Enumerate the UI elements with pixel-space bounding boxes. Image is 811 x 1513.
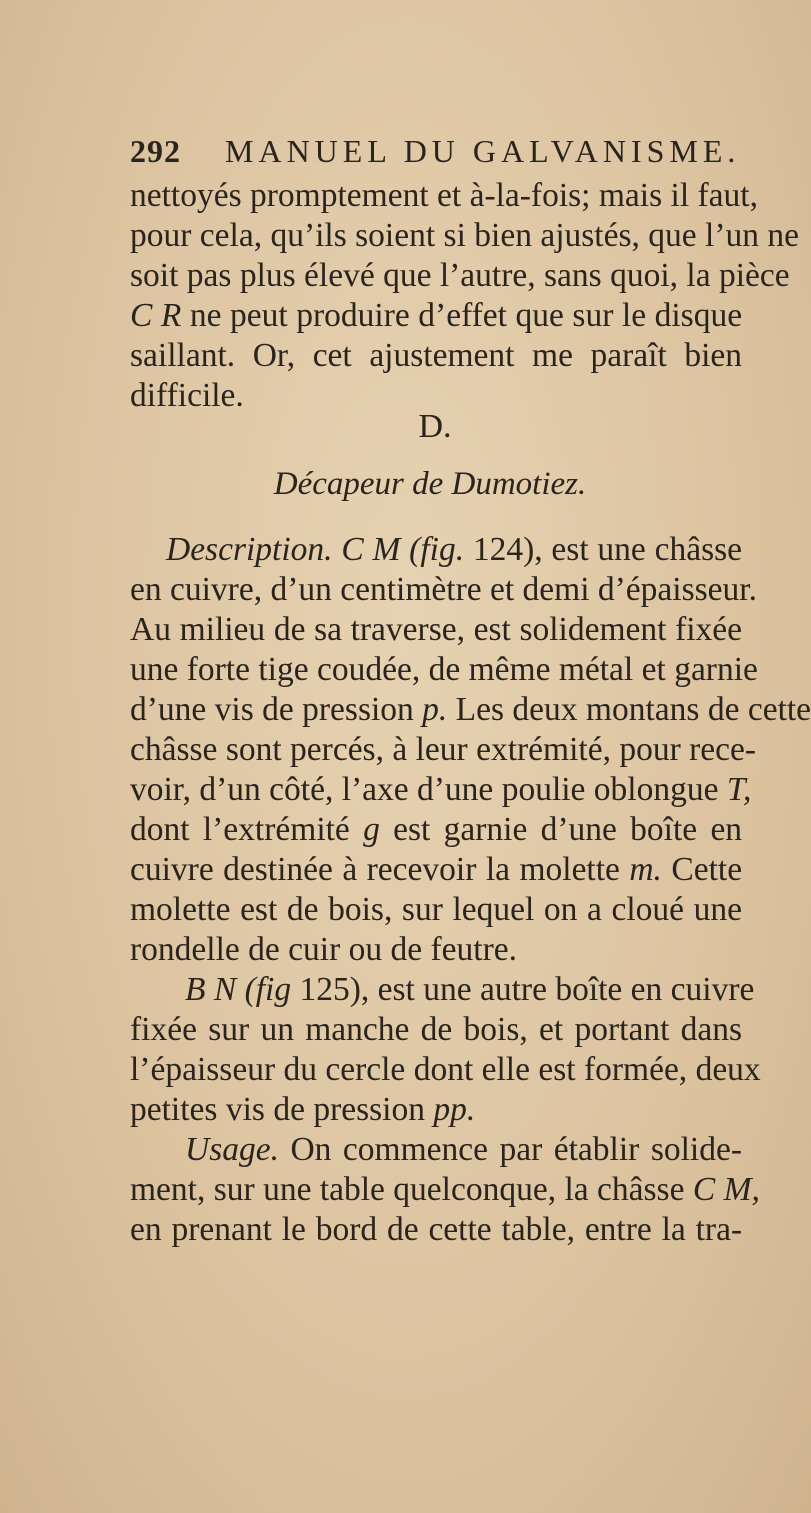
section-letter: D. (418, 408, 452, 445)
text-line: une forte tige coudée, de même métal et garnie (130, 651, 758, 688)
text-line: en cuivre, d’un centimètre et demi d’épaisseur. (130, 571, 757, 608)
text-line: fixée sur un manche de bois, et portant dans (130, 1011, 743, 1048)
text-line: l’épaisseur du cercle dont elle est formée, deux (130, 1051, 761, 1088)
running-header (130, 133, 740, 170)
text-line: pour cela, qu’ils soient si bien ajustés, que l’un ne (130, 217, 799, 254)
text-line: Usage. On commence par établir solide- (185, 1131, 742, 1168)
section-title: Décapeur de Dumotiez. (273, 466, 587, 502)
text-line: difficile. (130, 377, 244, 414)
text-line: soit pas plus élevé que l’autre, sans quoi, la pièce (130, 257, 790, 294)
text-line: ment, sur une table quelconque, la châsse C M, (130, 1171, 760, 1208)
text-line: saillant. Or, cet ajustement me paraît bien (130, 337, 743, 374)
text-line: dont l’extrémité g est garnie d’une boîte en (130, 811, 743, 848)
text-line: voir, d’un côté, l’axe d’une poulie oblongue T, (130, 771, 752, 808)
text-line: Description. C M (fig. 124), est une châsse (166, 531, 743, 568)
text-line: B N (fig 125), est une autre boîte en cuivre (185, 971, 755, 1008)
text-line: Au milieu de sa traverse, est solidement fixée (130, 611, 743, 648)
running-title: MANUEL DU GALVANISME. (225, 133, 741, 169)
text-line: en prenant le bord de cette table, entre la tra- (130, 1211, 743, 1248)
text-line: C R ne peut produire d’effet que sur le disque (130, 297, 743, 334)
page-number: 292 (130, 133, 181, 169)
text-line: molette est de bois, sur lequel on a cloué une (130, 891, 742, 928)
text-line: châsse sont percés, à leur extrémité, pour rece- (130, 731, 757, 768)
text-line: nettoyés promptement et à-la-fois; mais il faut, (130, 177, 758, 214)
text-line: rondelle de cuir ou de feutre. (130, 931, 517, 968)
text-line: d’une vis de pression p. Les deux montans de cette (130, 691, 811, 728)
text-line: cuivre destinée à recevoir la molette m. Cette (130, 851, 743, 888)
text-line: petites vis de pression pp. (130, 1091, 476, 1128)
